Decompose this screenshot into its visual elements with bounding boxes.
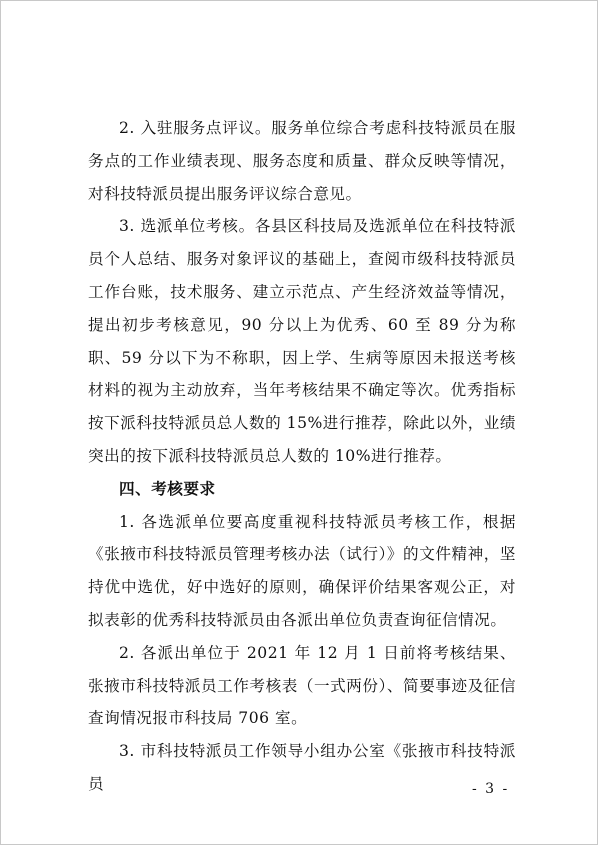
page-number: - 3 -: [472, 781, 510, 797]
requirement-item-3: 3. 市科技特派员工作领导小组办公室《张掖市科技特派员: [88, 742, 516, 793]
section-heading: 四、考核要求: [119, 479, 216, 498]
paragraph-service-evaluation: 2. 入驻服务点评议。服务单位综合考虑科技特派员在服务点的工作业绩表现、服务态度和质量、群众反映等情况，对科技特派员提出服务评议综合意见。: [88, 119, 516, 203]
paragraph-unit-assessment: 3. 选派单位考核。各县区科技局及选派单位在科技特派员个人总结、服务对象评议的基础上，查阅市级科技特派员工作台账，技术服务、建立示范点、产生经济效益等情况，提出初步考核意见，90 分以上为优秀、60 至 89 分为称职、59 分以下为不称职，因上学、生病等原因未报送考核材料的视为主动放弃，当年考核结果不确定等次。优秀指标按下派科技特派员总人数的 15%进行推荐，除此以外，业绩突出的按下派科技特派员总人数的 10%进行推荐。: [88, 217, 516, 465]
requirement-item-1: 1. 各选派单位要高度重视科技特派员考核工作，根据《张掖市科技特派员管理考核办法（试行）》的文件精神，坚持优中选优，好中选好的原则，确保评价结果客观公正，对拟表彰的优秀科技特派员由各派出单位负责查询征信情况。: [88, 512, 516, 629]
requirement-item-2: 2. 各派出单位于 2021 年 12 月 1 日前将考核结果、张掖市科技特派员工作考核表（一式两份）、简要事迹及征信查询情况报市科技局 706 室。: [88, 643, 516, 728]
document-body: [88, 112, 516, 801]
